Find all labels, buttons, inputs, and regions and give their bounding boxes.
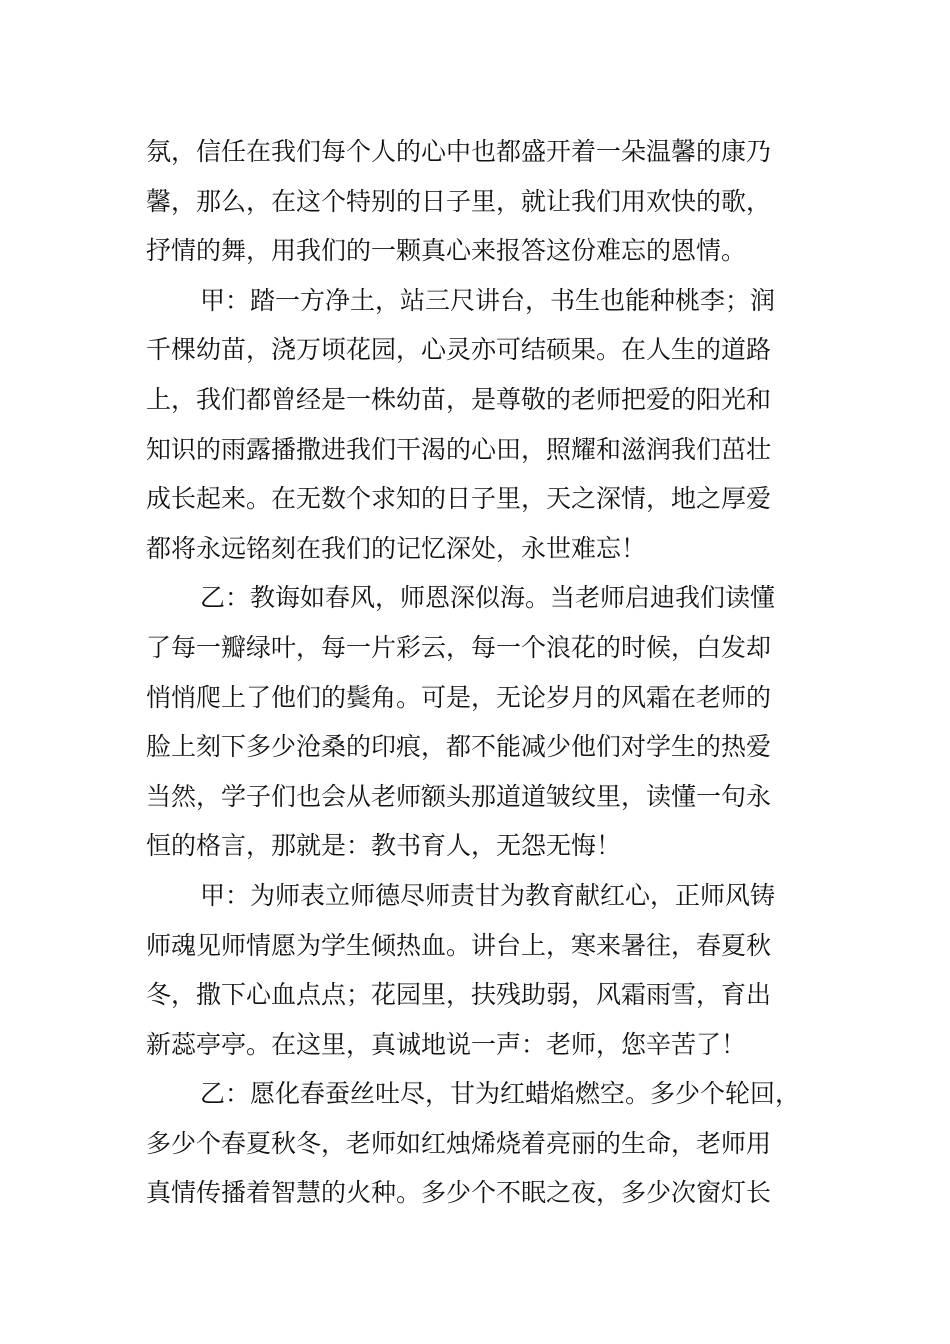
text-line: 真情传播着智慧的火种。多少个不眠之夜，多少次窗灯长	[146, 1178, 772, 1208]
document-body	[146, 127, 828, 1218]
text-line: 新蕊亭亭。在这里，真诚地说一声：老师，您辛苦了！	[146, 1029, 747, 1059]
text-line: 氛，信任在我们每个人的心中也都盛开着一朵温馨的康乃	[146, 137, 772, 166]
text-line: 多少个春夏秋冬，老师如红烛烯烧着亮丽的生命，老师用	[146, 1128, 772, 1158]
text-line: 乙：教诲如春风，师恩深似海。当老师启迪我们读懂	[200, 583, 776, 613]
text-line: 当然，学子们也会从老师额头那道道皱纹里，读懂一句永	[146, 781, 772, 811]
text-line: 成长起来。在无数个求知的日子里，天之深情，地之厚爱	[146, 484, 772, 514]
text-line: 都将永远铭刻在我们的记忆深处，永世难忘！	[146, 533, 647, 563]
text-line: 甲：为师表立师德尽师责甘为教育献红心，正师风铸	[200, 880, 776, 910]
text-line: 知识的雨露播撒进我们干渴的心田，照耀和滋润我们茁壮	[146, 434, 772, 464]
text-line: 馨，那么，在这个特别的日子里，就让我们用欢快的歌，	[146, 186, 772, 216]
text-line: 冬，撒下心血点点；花园里，扶残助弱，风霜雨雪，育出	[146, 980, 772, 1010]
text-line: 悄悄爬上了他们的鬓角。可是，无论岁月的风霜在老师的	[146, 682, 772, 712]
text-line: 上，我们都曾经是一株幼苗，是尊敬的老师把爱的阳光和	[146, 384, 772, 414]
text-line: 了每一瓣绿叶，每一片彩云，每一个浪花的时候，白发却	[146, 632, 772, 662]
text-line: 脸上刻下多少沧桑的印痕，都不能减少他们对学生的热爱	[146, 732, 772, 762]
text-line: 千棵幼苗，浇万顷花园，心灵亦可结硕果。在人生的道路	[146, 335, 772, 365]
text-line: 乙：愿化春蚕丝吐尽，甘为红蜡焰燃空。多少个轮回，	[200, 1079, 801, 1109]
text-line: 恒的格言，那就是：教书育人，无怨无悔！	[146, 831, 622, 861]
text-line: 抒情的舞，用我们的一颗真心来报答这份难忘的恩情。	[146, 236, 747, 266]
text-line: 师魂见师情愿为学生倾热血。讲台上，寒来暑往，春夏秋	[146, 930, 772, 960]
text-line: 甲：踏一方净土，站三尺讲台，书生也能种桃李；润	[200, 285, 776, 315]
